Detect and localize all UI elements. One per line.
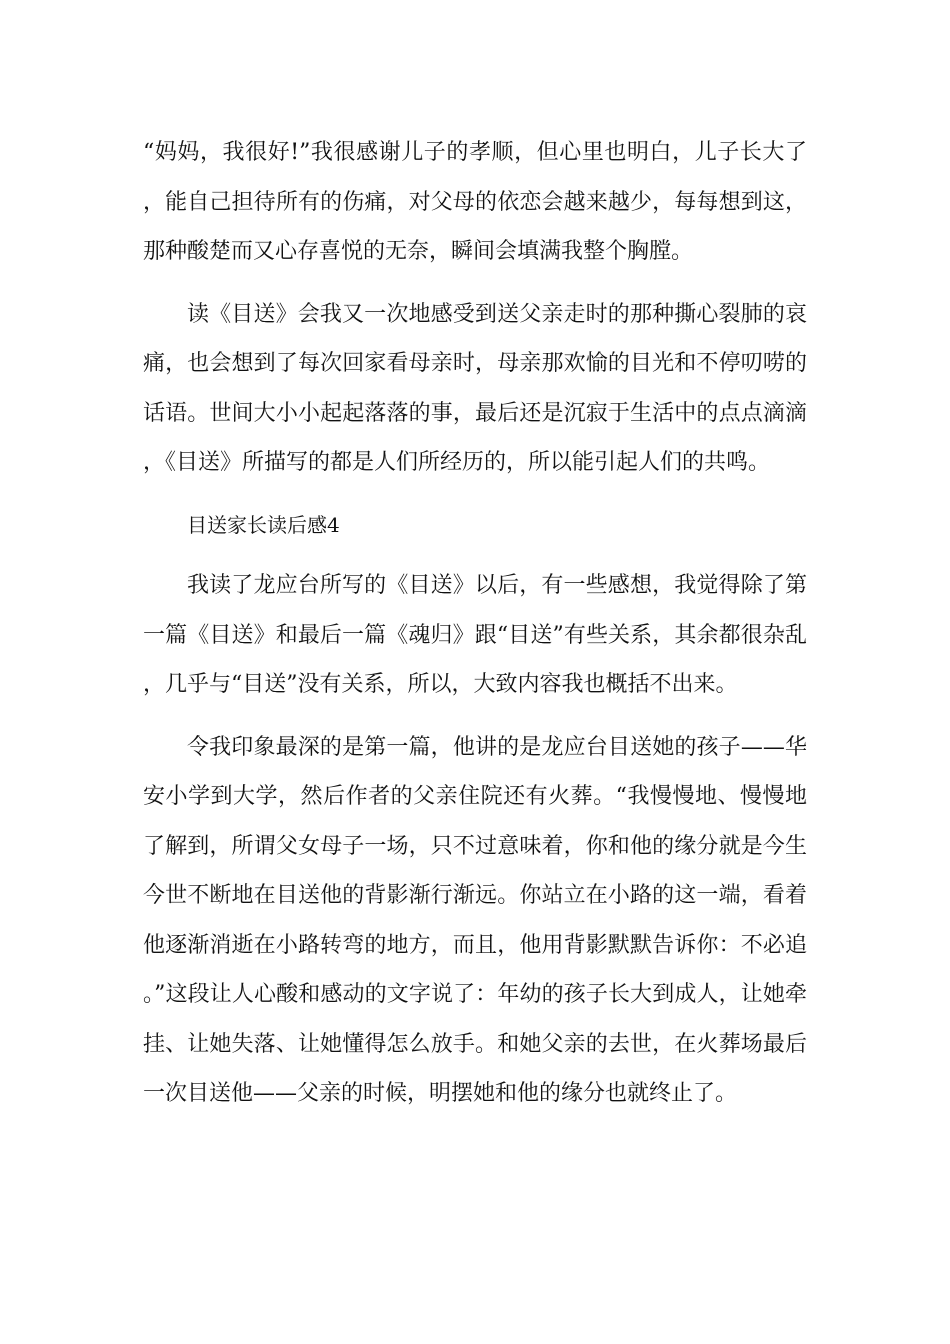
paragraph-intro-essay-4: 我读了龙应台所写的《目送》以后，有一些感想，我觉得除了第一篇《目送》和最后一篇《魂归》跟“目送”有些关系，其余都很杂乱，几乎与“目送”没有关系，所以，大致内容我也概括不出来。 <box>143 573 807 697</box>
document-body <box>143 128 807 1132</box>
paragraph-first-essay: 令我印象最深的是第一篇，他讲的是龙应台目送她的孩子——华安小学到大学，然后作者的父亲住院还有火葬。“我慢慢地、慢慢地了解到，所谓父女母子一场，只不过意味着，你和他的缘分就是今生今世不断地在目送他的背影渐行渐远。你站立在小路的这一端，看着他逐渐消逝在小路转弯的地方，而且，他用背影默默告诉你：不必追。”这段让人心酸和感动的文字说了：年幼的孩子长大到成人，让她牵挂、让她失落、让她懂得怎么放手。和她父亲的去世，在火葬场最后一次目送他——父亲的时候，明摆她和他的缘分也就终止了。 <box>143 734 807 1106</box>
section-heading: 目送家长读后感4 <box>187 512 340 537</box>
paragraph-reading-mu-song: 读《目送》会我又一次地感受到送父亲走时的那种撕心裂肺的哀痛，也会想到了每次回家看母亲时，母亲那欢愉的目光和不停叨唠的话语。世间大小小起起落落的事，最后还是沉寂于生活中的点点滴滴，《目送》所描写的都是人们所经历的，所以能引起人们的共鸣。 <box>143 301 807 475</box>
paragraph-continuation: “妈妈，我很好!”我很感谢儿子的孝顺，但心里也明白，儿子长大了，能自己担待所有的伤痛，对父母的依恋会越来越少，每每想到这，那种酸楚而又心存喜悦的无奈，瞬间会填满我整个胸膛。 <box>143 140 807 264</box>
